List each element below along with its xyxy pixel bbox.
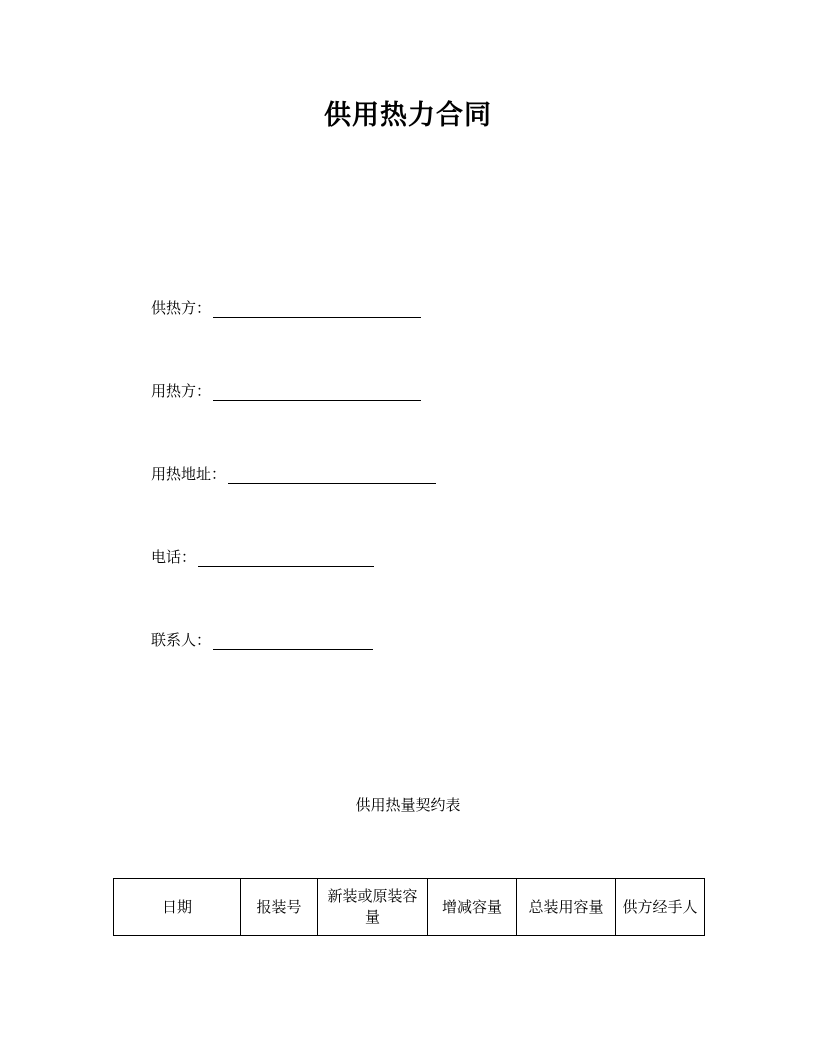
heat-contract-table <box>113 878 705 936</box>
field-label: 用热地址： <box>151 465 227 483</box>
table-header-row <box>114 879 705 936</box>
table-caption: 供用热量契约表 <box>355 796 461 814</box>
column-header-capacity: 新装或原装容量 <box>318 879 428 936</box>
fill-in-line[interactable] <box>213 631 373 650</box>
field-phone <box>151 547 374 567</box>
fill-in-line[interactable] <box>213 382 421 401</box>
fill-in-line[interactable] <box>213 299 421 318</box>
fill-in-line[interactable] <box>228 465 436 484</box>
field-label: 联系人： <box>151 631 212 649</box>
field-contact-person <box>151 630 373 650</box>
fill-in-line[interactable] <box>198 548 374 567</box>
field-heat-address <box>151 464 436 484</box>
field-heat-user <box>151 381 421 401</box>
column-header-registration-no: 报装号 <box>241 879 318 936</box>
field-label: 电话： <box>151 548 197 566</box>
column-header-date: 日期 <box>114 879 241 936</box>
document-title: 供用热力合同 <box>324 100 492 131</box>
column-header-capacity-change: 增减容量 <box>428 879 517 936</box>
column-header-supplier-handler: 供方经手人 <box>616 879 705 936</box>
field-label: 用热方： <box>151 382 212 400</box>
column-header-total-capacity: 总装用容量 <box>517 879 616 936</box>
field-heat-supplier <box>151 298 421 318</box>
field-label: 供热方： <box>151 299 212 317</box>
